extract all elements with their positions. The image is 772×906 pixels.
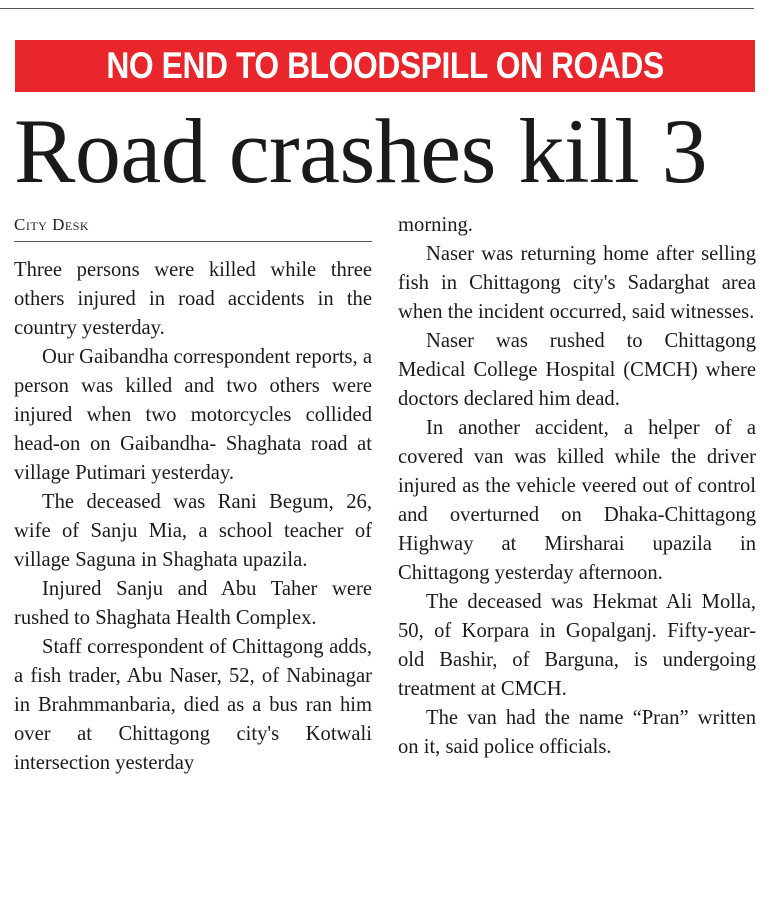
paragraph: morning.: [398, 214, 473, 236]
paragraph: The van had the name “Pran” written on it, said police officials.: [398, 707, 756, 758]
paragraph: Staff correspondent of Chittagong adds, a fish trader, Abu Naser, 52, of Nabinagar in Brahmmanbaria, died as a bus ran him over at Chittagong city's Kotwali intersection yesterday: [14, 636, 372, 774]
article-column-left: [14, 256, 372, 778]
headline: Road crashes kill 3: [14, 100, 708, 202]
byline: City Desk: [14, 215, 372, 242]
kicker-text: NO END TO BLOODSPILL ON ROADS: [106, 45, 664, 86]
paragraph: Our Gaibandha correspondent reports, a person was killed and two others were injured when two motorcycles collided head-on on Gaibandha- Shaghata road at village Putimari yesterday.: [14, 346, 372, 484]
paragraph: The deceased was Hekmat Ali Molla, 50, of Korpara in Gopalganj. Fifty-year-old Bashir, of Barguna, is undergoing treatment at CMCH.: [398, 591, 756, 700]
paragraph: Naser was rushed to Chittagong Medical College Hospital (CMCH) where doctors declared him dead.: [398, 330, 756, 410]
paragraph: The deceased was Rani Begum, 26, wife of Sanju Mia, a school teacher of village Saguna in Shaghata upazila.: [14, 491, 372, 571]
paragraph: Three persons were killed while three others injured in road accidents in the country yesterday.: [14, 259, 372, 339]
article-column-right: [398, 211, 756, 762]
paragraph: Naser was returning home after selling fish in Chittagong city's Sadarghat area when the incident occurred, said witnesses.: [398, 243, 756, 323]
kicker-banner: [15, 40, 755, 92]
top-rule: [0, 8, 754, 9]
paragraph: Injured Sanju and Abu Taher were rushed to Shaghata Health Complex.: [14, 578, 372, 629]
paragraph: In another accident, a helper of a covered van was killed while the driver injured as the vehicle veered out of control and overturned on Dhaka-Chittagong Highway at Mirsharai upazila in Chittagong yesterday afternoon.: [398, 417, 756, 584]
